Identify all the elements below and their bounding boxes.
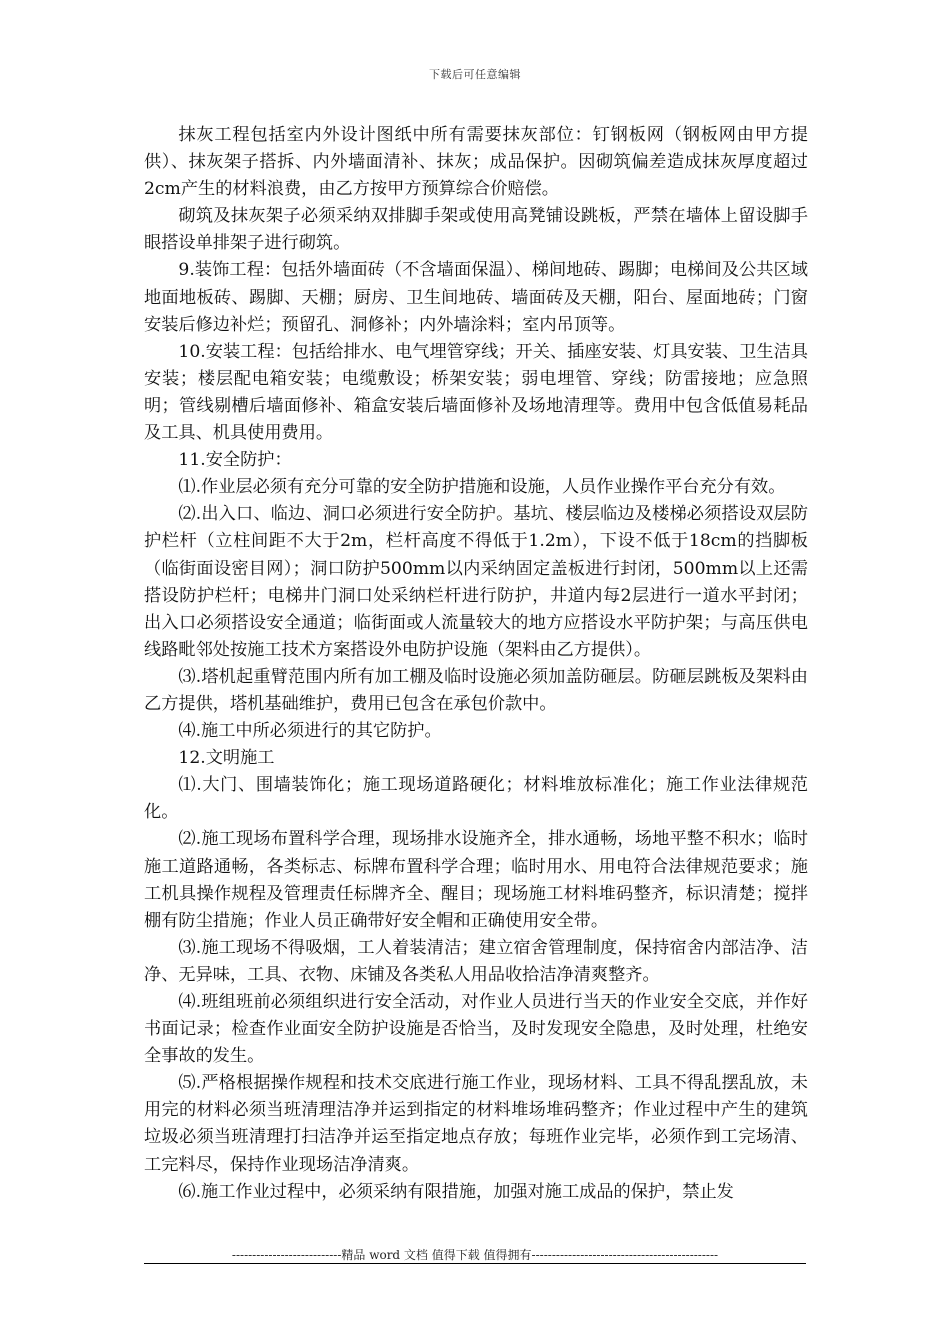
paragraph-civilized-3: ⑶.施工现场不得吸烟，工人着装清洁；建立宿舍管理制度，保持宿舍内部洁净、洁净、无异味，工具、衣物、床铺及各类私人用品收拾洁净清爽整齐。 [144,937,808,985]
paragraph-installation-works: 10.安装工程：包括给排水、电气埋管穿线；开关、插座安装、灯具安装、卫生洁具安装；楼层配电箱安装；电缆敷设；桥架安装；弱电埋管、穿线；防雷接地；应急照明；管线剔槽后墙面修补、箱盒安装后墙面修补及场地清理等。费用中包含低值易耗品及工具、机具使用费用。 [144,341,808,444]
paragraph-civilized-2: ⑵.施工现场布置科学合理，现场排水设施齐全，排水通畅，场地平整不积水；临时施工道路通畅，各类标志、标牌布置科学合理；临时用水、用电符合法律规范要求；施工机具操作规程及管理责任标牌齐全、醒目；现场施工材料堆码整齐，标识清楚；搅拌棚有防尘措施；作业人员正确带好安全帽和正确使用安全带。 [144,829,808,931]
page-footer: ---------------------------精品 word 文档 值得下载 值得拥有---------------------------------------------- [231,1248,719,1262]
paragraph-civilized-1: ⑴.大门、围墙装饰化；施工现场道路硬化；材料堆放标准化；施工作业法律规范化。 [144,775,808,823]
footer-divider [144,1263,806,1264]
document-body [144,122,808,1206]
paragraph-civilized-6: ⑹.施工作业过程中，必须采纳有限措施，加强对施工成品的保护，禁止发 [178,1181,734,1202]
paragraph-safety-3: ⑶.塔机起重臂范围内所有加工棚及临时设施必须加盖防砸层。防砸层跳板及架料由乙方提供，塔机基础维护，费用已包含在承包价款中。 [144,666,808,714]
paragraph-decoration-works: 9.装饰工程：包括外墙面砖（不含墙面保温）、梯间地砖、踢脚；电梯间及公共区域地面地板砖、踢脚、天棚；厨房、卫生间地砖、墙面砖及天棚，阳台、屋面地砖；门窗安装后修边补烂；预留孔、洞修补；内外墙涂料；室内吊顶等。 [144,260,808,335]
paragraph-civilized-4: ⑷.班组班前必须组织进行安全活动，对作业人员进行当天的作业安全交底，并作好书面记录；检查作业面安全防护设施是否恰当，及时发现安全隐患，及时处理，杜绝安全事故的发生。 [144,992,808,1067]
section-heading-safety: 11.安全防护： [178,450,292,471]
paragraph-safety-2: ⑵.出入口、临边、洞口必须进行安全防护。基坑、楼层临边及楼梯必须搭设双层防护栏杆（立柱间距不大于2m，栏杆高度不得低于1.2m），下设不低于18cm的挡脚板（临街面设密目网）；洞口防护500mm以内采纳固定盖板进行封闭，500mm以上还需搭设防护栏杆；电梯井门洞口处采纳栏杆进行防护，井道内每2层进行一道水平封闭；出入口必须搭设安全通道；临街面或人流量较大的地方应搭设水平防护架；与高压供电线路毗邻处按施工技术方案搭设外电防护设施（架料由乙方提供）。 [144,504,808,660]
section-heading-civilized-construction: 12.文明施工 [178,748,275,769]
paragraph-safety-1: ⑴.作业层必须有充分可靠的安全防护措施和设施，人员作业操作平台充分有效。 [178,477,786,498]
paragraph-plastering: 抹灰工程包括室内外设计图纸中所有需要抹灰部位：钉钢板网（钢板网由甲方提供）、抹灰架子搭拆、内外墙面清补、抹灰；成品保护。因砌筑偏差造成抹灰厚度超过2cm产生的材料浪费，由乙方按甲方预算综合价赔偿。 [144,125,808,200]
paragraph-scaffolding: 砌筑及抹灰架子必须采纳双排脚手架或使用高凳铺设跳板，严禁在墙体上留设脚手眼搭设单排架子进行砌筑。 [144,206,808,254]
page-header: 下载后可任意编辑 [429,68,521,81]
paragraph-civilized-5: ⑸.严格根据操作规程和技术交底进行施工作业，现场材料、工具不得乱摆乱放，未用完的材料必须当班清理洁净并运到指定的材料堆场堆码整齐；作业过程中产生的建筑垃圾必须当班清理打扫洁净并运至指定地点存放；每班作业完毕，必须作到工完场清、工完料尽，保持作业现场洁净清爽。 [144,1073,808,1175]
paragraph-safety-4: ⑷.施工中所必须进行的其它防护。 [178,721,442,742]
